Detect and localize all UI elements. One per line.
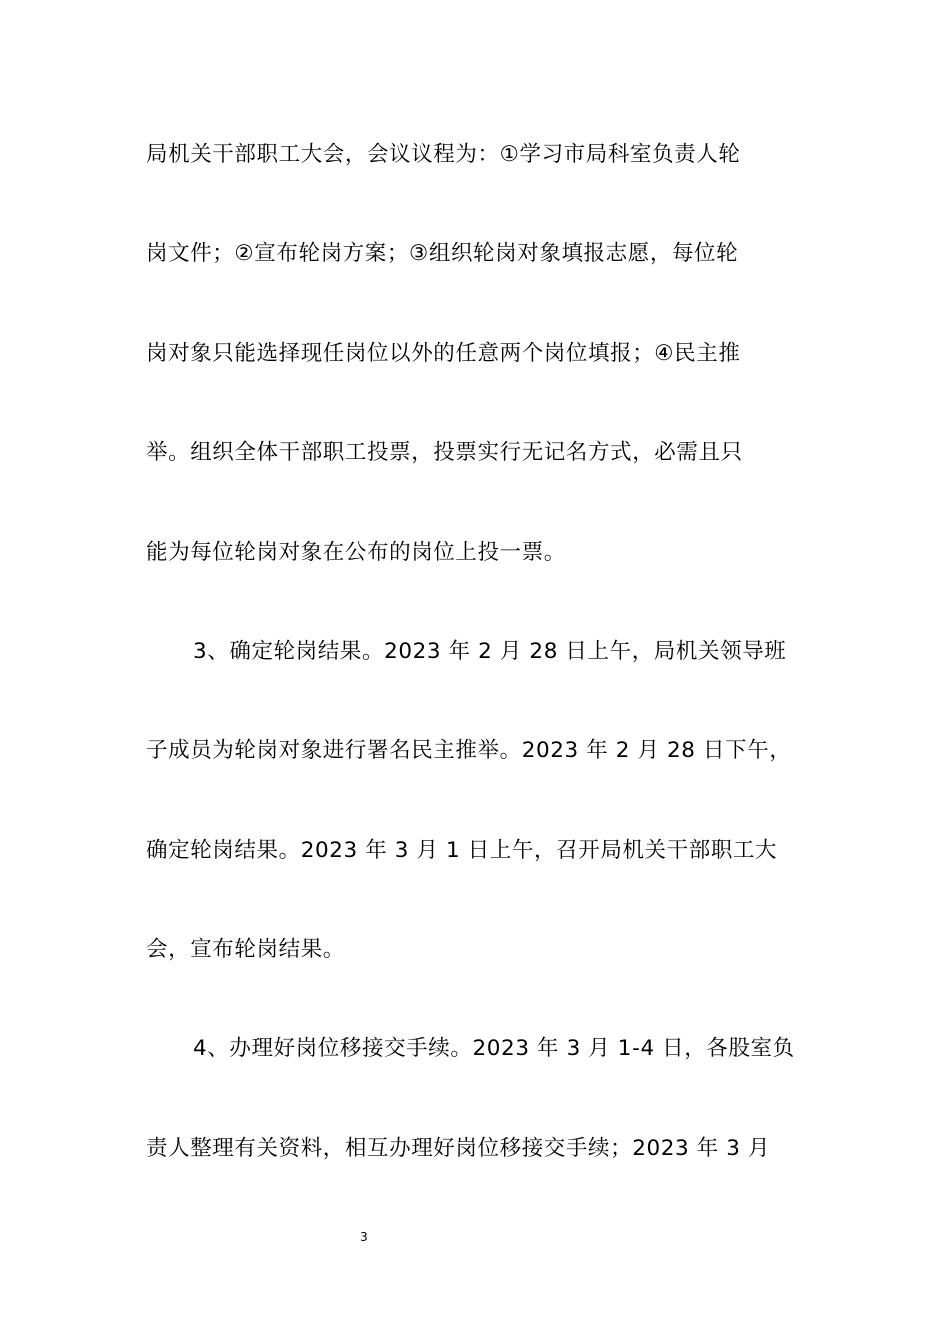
text-line: 责人整理有关资料，相互办理好岗位移接交手续；2023 年 3 月: [146, 1136, 771, 1161]
text-line: 能为每位轮岗对象在公布的岗位上投一票。: [146, 540, 566, 565]
text-line: 确定轮岗结果。2023 年 3 月 1 日上午，召开局机关干部职工大: [146, 838, 778, 863]
text-line: 会，宣布轮岗结果。: [146, 937, 345, 962]
text-line: 子成员为轮岗对象进行署名民主推举。2023 年 2 月 28 日下午，: [146, 738, 792, 763]
text-line: 岗对象只能选择现任岗位以外的任意两个岗位填报；④民主推: [146, 341, 741, 366]
page-number: 3: [360, 1230, 368, 1244]
text-line: 举。组织全体干部职工投票，投票实行无记名方式，必需且只: [146, 440, 743, 465]
paragraph-start-line: 4、办理好岗位移接交手续。2023 年 3 月 1-4 日，各股室负: [193, 1036, 795, 1061]
paragraph-start-line: 3、确定轮岗结果。2023 年 2 月 28 日上午，局机关领导班: [193, 639, 787, 664]
text-line: 岗文件；②宣布轮岗方案；③组织轮岗对象填报志愿，每位轮: [146, 241, 739, 266]
text-line: 局机关干部职工大会，会议议程为：①学习市局科室负责人轮: [146, 142, 741, 167]
